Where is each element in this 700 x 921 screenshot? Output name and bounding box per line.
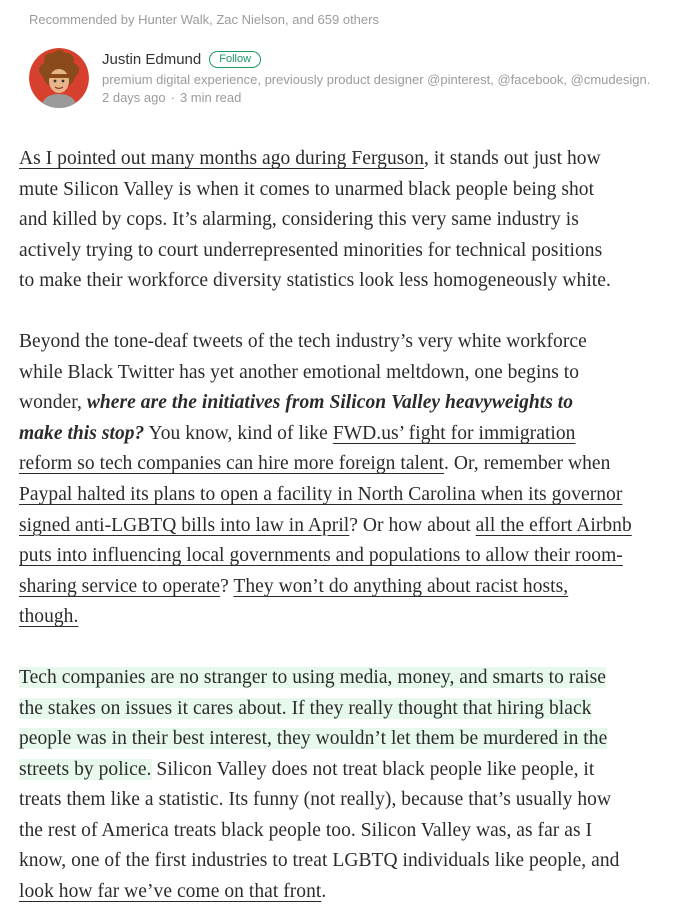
paragraph-line [19, 755, 694, 786]
paragraph-line [19, 724, 694, 755]
text-run: wonder, [19, 392, 87, 414]
link-airbnb[interactable]: all the effort Airbnb [475, 514, 632, 536]
paragraph-line [19, 694, 694, 725]
paragraph-line [19, 144, 694, 175]
author-name[interactable]: Justin Edmund [102, 50, 202, 68]
text-run: You know, kind of like [144, 422, 333, 444]
paragraph-line: the rest of America treats black people too. Silicon Valley was, as far as I [19, 819, 593, 841]
author-avatar[interactable] [29, 48, 89, 108]
link-airbnb-cont[interactable]: sharing service to operate [19, 575, 221, 597]
text-run: . [321, 881, 327, 903]
link-racist-hosts-cont[interactable]: though. [19, 606, 79, 628]
paragraph-line [19, 541, 694, 572]
link-lgbtq-front[interactable]: look how far we’ve come on that front [19, 881, 322, 903]
post-meta [102, 89, 650, 107]
link-paypal-cont[interactable]: signed anti-LGBTQ bills into law in April [19, 514, 350, 536]
paragraph-line: while Black Twitter has yet another emotional meltdown, one begins to [19, 361, 580, 383]
paragraph-1 [19, 144, 694, 297]
paragraph-line [19, 449, 694, 480]
link-fwd-us-cont[interactable]: reform so tech companies can hire more foreign talent [19, 453, 444, 475]
link-fwd-us[interactable]: FWD.us’ fight for immigration [332, 422, 576, 444]
text-run: ? Or how about [349, 514, 476, 536]
paragraph-line [19, 388, 694, 419]
highlighted-text[interactable]: Tech companies are no stranger to using media, money, and smarts to raise [19, 666, 606, 688]
paragraph-line: treats them like a statistic. Its funny (not really), because that’s usually how [19, 789, 612, 811]
paragraph-line: mute Silicon Valley is when it comes to unarmed black people being shot [19, 178, 595, 200]
paragraph-line: Beyond the tone-deaf tweets of the tech industry’s very white workforce [19, 330, 587, 352]
recommended-by-text[interactable]: Recommended by Hunter Walk, Zac Nielson, and 659 others [29, 12, 379, 27]
paragraph-line [19, 480, 694, 511]
text-run: ? [220, 575, 234, 597]
paragraph-line [19, 572, 694, 603]
text-run: . Or, remember when [443, 453, 611, 475]
paragraph-line [19, 511, 694, 542]
link-airbnb-cont[interactable]: puts into influencing local governments and populations to allow their room- [19, 545, 623, 567]
paragraph-line: know, one of the first industries to treat LGBTQ individuals like people, and [19, 850, 620, 872]
emphasis-text: where are the initiatives from Silicon Valley heavyweights to [86, 392, 574, 414]
emphasis-text: make this stop? [19, 422, 145, 444]
link-racist-hosts[interactable]: They won’t do anything about racist hosts, [233, 575, 569, 597]
follow-button[interactable]: Follow [209, 51, 261, 68]
paragraph-3 [19, 663, 694, 908]
avatar-illustration-icon [29, 48, 89, 108]
paragraph-line [19, 602, 694, 633]
read-time: 3 min read [179, 90, 242, 105]
meta-separator: · [170, 90, 175, 105]
author-meta [102, 49, 650, 107]
author-bio: premium digital experience, previously product designer @pinterest, @facebook, @cmudesign. [102, 72, 651, 87]
paragraph-line [19, 877, 694, 908]
highlighted-text[interactable]: streets by police. [19, 758, 152, 780]
highlighted-text[interactable]: the stakes on issues it cares about. If they really thought that hiring black [19, 697, 592, 719]
link-paypal[interactable]: Paypal halted its plans to open a facility in North Carolina when its governor [19, 483, 623, 505]
post-date[interactable]: 2 days ago [102, 90, 166, 105]
paragraph-line [19, 663, 694, 694]
author-block [29, 48, 689, 110]
paragraph-line: actively trying to court underrepresented minorities for technical positions [19, 239, 603, 261]
link-ferguson[interactable]: As I pointed out many months ago during Ferguson [19, 148, 425, 169]
article-body [19, 144, 694, 908]
author-name-row [102, 49, 650, 69]
paragraph-2 [19, 327, 694, 633]
paragraph-line: and killed by cops. It’s alarming, considering this very same industry is [19, 209, 579, 231]
highlighted-text[interactable]: people was in their best interest, they wouldn’t let them be murdered in the [19, 728, 608, 750]
paragraph-line: to make their workforce diversity statistics look less homogeneously white. [19, 270, 611, 292]
text-run: Silicon Valley does not treat black people like people, it [151, 758, 595, 780]
text-run: , it stands out just how [424, 148, 601, 169]
paragraph-line [19, 419, 694, 450]
